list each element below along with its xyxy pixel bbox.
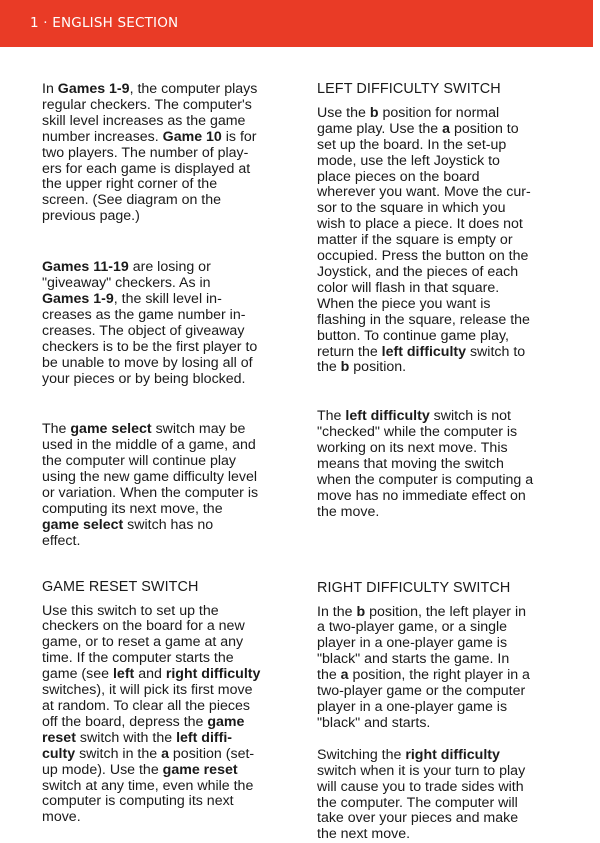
left-difficulty-heading: LEFT DIFFICULTY SWITCH	[317, 81, 501, 97]
left-difficulty-note-paragraph: The left difficulty switch is not "checked" while the computer is working on its next move. This means that moving the switch when the computer is computing a move has no immediate effect on the move.	[317, 408, 534, 520]
section-header-band	[0, 0, 593, 47]
game-select-paragraph: The game select switch may be used in the middle of a game, and the computer will continue play using the new game difficulty level or variation. When the computer is computing its next move, the game select switch has no effect.	[42, 421, 259, 549]
left-column	[42, 82, 292, 826]
right-difficulty-paragraph: In the b position, the left player in a two-player game, or a single player in a one-player game is "black" and starts the game. In the a position, the right player in a two-player game or the computer player in a one-player game is "black" and starts.	[317, 603, 530, 731]
right-difficulty-heading: RIGHT DIFFICULTY SWITCH	[317, 579, 511, 596]
right-difficulty-note-paragraph: Switching the right difficulty switch when it is your turn to play will cause you to trade sides with the computer. The computer will take over your pieces and make the next move.	[317, 746, 526, 843]
section-label: 1 · ENGLISH SECTION	[30, 15, 179, 31]
games-1-9-paragraph: In Games 1-9, the computer plays regular checkers. The computer's skill level increases as the game number increases. Game 10 is for two players. The number of play- ers for each game is displayed at the upper right corner of the screen. (See diagram on the previous page.)	[42, 81, 258, 225]
games-11-19-paragraph: Games 11-19 are losing or "giveaway" checkers. As in Games 1-9, the skill level in- creases as the game number in- creases. The object of giveaway checkers is to be the first player to be unable to move by losing all of your pieces or by being blocked.	[42, 259, 258, 387]
right-column	[317, 82, 572, 843]
game-reset-paragraph: Use this switch to set up the checkers on the board for a new game, or to reset a game at any time. If the computer starts the game (see left and right difficulty switches), it will pick its first move at random. To clear all the pieces off the board, depress the game reset switch with the left diffi- culty switch in the a position (set- up mode). Use the game reset switch at any time, even while the computer is computing its next move.	[42, 602, 261, 826]
game-reset-heading: GAME RESET SWITCH	[42, 578, 199, 595]
left-difficulty-paragraph: Use the b position for normal game play. Use the a position to set up the board. In the set-up mode, use the left Joystick to place pieces on the board wherever you want. Move the cur- sor to the square in which you wish to place a piece. It does not matter if the square is empty or occupied. Press the button on the Joystick, and the pieces of each color will flash in that square. When the piece you want is flashing in the square, release the button. To continue game play, return the left difficulty switch to the b position.	[317, 104, 531, 376]
